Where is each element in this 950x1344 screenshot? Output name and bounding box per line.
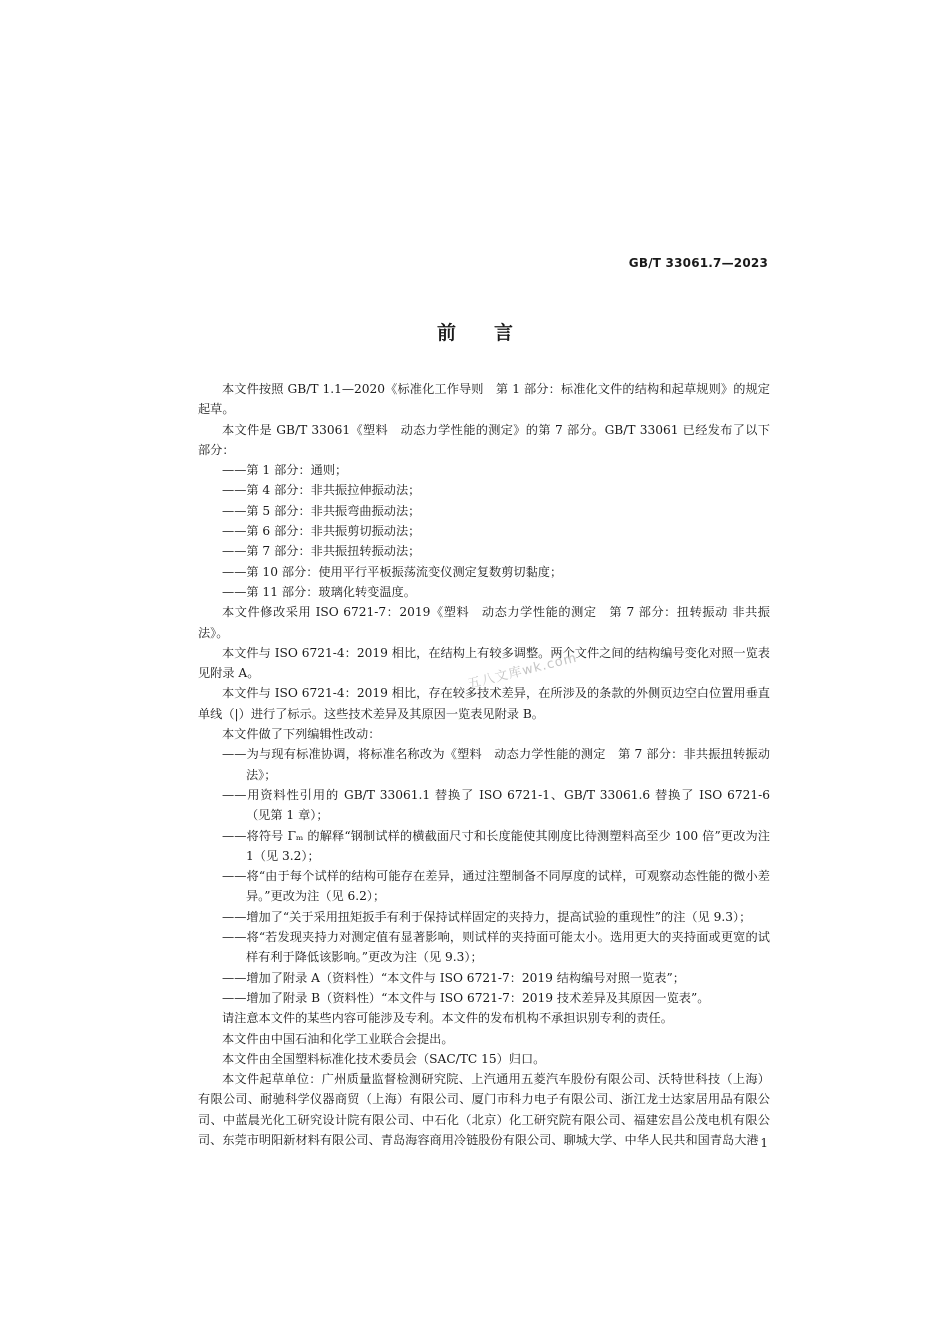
- page-title: 前言: [436, 322, 551, 344]
- paragraph: 本文件修改采用 ISO 6721-7：2019《塑料 动态力学性能的测定 第 7 部分：扭转振动 非共振法》。: [198, 605, 770, 640]
- paragraph: 本文件起草单位：广州质量监督检测研究院、上汽通用五菱汽车股份有限公司、沃特世科技（上海）有限公司、耐驰科学仪器商贸（上海）有限公司、厦门市科力电子有限公司、浙江龙士达家居用品有限公司、中蓝晨光化工研究设计院有限公司、中石化（北京）化工研究院有限公司、福建宏昌公茂电机有限公司、东莞市明阳新材料有限公司、青岛海容商用冷链股份有限公司、聊城大学、中华人民共和国青岛大港: [198, 1072, 770, 1147]
- parts-list-item: —— 第 6 部分：非共振剪切振动法；: [198, 521, 770, 541]
- edit-list-item: —— 将“若发现夹持力对测定值有显著影响，则试样的夹持面可能太小。选用更大的夹持面或更宽的试样有利于降低该影响。”更改为注（见 9.3）；: [198, 927, 770, 968]
- edit-list-item: —— 用资料性引用的 GB/T 33061.1 替换了 ISO 6721-1、GB/T 33061.6 替换了 ISO 6721-6（见第 1 章）；: [198, 785, 770, 826]
- paragraph: 本文件做了下列编辑性改动：: [222, 727, 381, 742]
- paragraph: 本文件与 ISO 6721-4：2019 相比，存在较多技术差异，在所涉及的条款的外侧页边空白位置用垂直单线（|）进行了标示。这些技术差异及其原因一览表见附录 B。: [198, 686, 770, 721]
- parts-list-item: —— 第 4 部分：非共振拉伸振动法；: [198, 480, 770, 500]
- paragraph: 请注意本文件的某些内容可能涉及专利。本文件的发布机构不承担识别专利的责任。: [222, 1011, 673, 1026]
- paragraph: 本文件由中国石油和化学工业联合会提出。: [222, 1031, 454, 1046]
- edit-list-item: —— 将“由于每个试样的结构可能存在差异，通过注塑制备不同厚度的试样，可观察动态性能的微小差异。”更改为注（见 6.2）；: [198, 866, 770, 907]
- body-text: [198, 379, 770, 1150]
- paragraph: 本文件由全国塑料标准化技术委员会（SAC/TC 15）归口。: [222, 1051, 546, 1066]
- paragraph: 本文件按照 GB/T 1.1—2020《标准化工作导则 第 1 部分：标准化文件的结构和起草规则》的规定起草。: [198, 382, 770, 417]
- parts-list-item: —— 第 7 部分：非共振扭转振动法；: [198, 541, 770, 561]
- parts-list-item: —— 第 10 部分：使用平行平板振荡流变仪测定复数剪切黏度；: [198, 562, 770, 582]
- parts-list-item: —— 第 1 部分：通则；: [198, 460, 770, 480]
- edit-list-item: —— 增加了附录 B（资料性）“本文件与 ISO 6721-7：2019 技术差异及其原因一览表”。: [198, 988, 770, 1008]
- paragraph: 本文件与 ISO 6721-4：2019 相比，在结构上有较多调整。两个文件之间的结构编号变化对照一览表见附录 A。: [198, 645, 770, 681]
- parts-list-item: —— 第 11 部分：玻璃化转变温度。: [198, 582, 770, 602]
- edit-list-item: —— 增加了附录 A（资料性）“本文件与 ISO 6721-7：2019 结构编号对照一览表”；: [198, 968, 770, 988]
- page-number: 1: [760, 1136, 768, 1150]
- edit-list-item: —— 为与现有标准协调，将标准名称改为《塑料 动态力学性能的测定 第 7 部分：非共振扭转振动法》；: [198, 744, 770, 785]
- watermark: 五八文库wk.com: [466, 650, 579, 693]
- paragraph: 本文件是 GB/T 33061《塑料 动态力学性能的测定》的第 7 部分。GB/T 33061 已经发布了以下部分：: [198, 422, 770, 457]
- standard-code: GB/T 33061.7—2023: [628, 256, 768, 270]
- edit-list-item: —— 增加了“关于采用扭矩扳手有利于保持试样固定的夹持力，提高试验的重现性”的注（见 9.3）；: [198, 907, 770, 927]
- parts-list-item: —— 第 5 部分：非共振弯曲振动法；: [198, 501, 770, 521]
- edit-list-item: —— 将符号 Γₘ 的解释“钢制试样的横截面尺寸和长度能使其刚度比待测塑料高至少 100 倍”更改为注 1（见 3.2）；: [198, 826, 770, 867]
